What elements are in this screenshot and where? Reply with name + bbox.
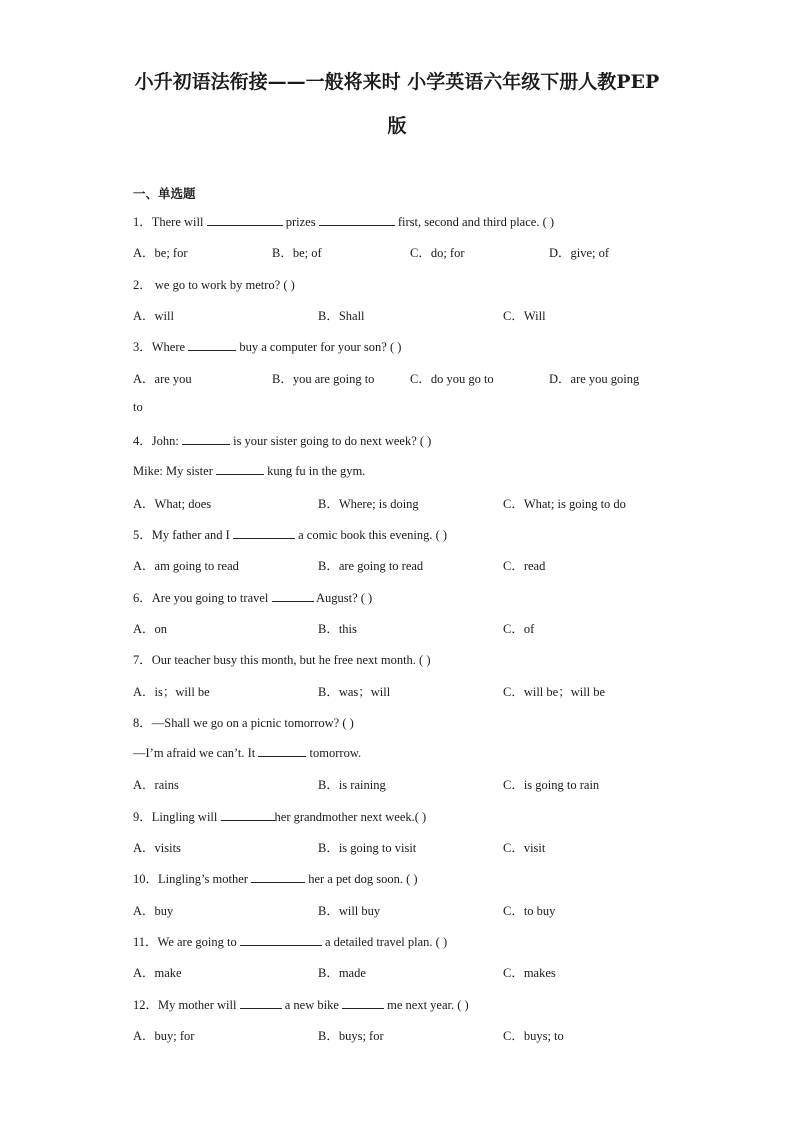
answer-blank[interactable] — [258, 744, 306, 757]
question-text: prizes — [282, 215, 319, 229]
question-stem — [133, 713, 354, 731]
question-text: Mike: My sister — [133, 464, 216, 479]
option-c[interactable]: C．What; is going to do — [503, 496, 626, 511]
option-b[interactable]: B．will buy — [318, 903, 381, 918]
option-b[interactable]: B．Shall — [318, 308, 365, 323]
option-c[interactable]: C．is going to rain — [503, 778, 600, 793]
question-text: 8．—Shall we go on a picnic tomorrow? ( ) — [133, 715, 354, 730]
option-c[interactable]: C．Will — [503, 308, 546, 323]
question-text: her grandmother next week.( ) — [274, 809, 427, 824]
page-title-line1: 小升初语法衔接——一般将来时 小学英语六年级下册人教PEP — [134, 71, 660, 93]
question-stem — [133, 212, 554, 230]
option-a[interactable]: A．buy; for — [133, 1028, 195, 1043]
question-stem — [133, 807, 426, 825]
question-text: a new bike — [281, 997, 342, 1012]
question-text: 12．My mother will — [133, 997, 240, 1012]
question-text: 2． we go to work by metro? ( ) — [133, 277, 295, 292]
answer-blank[interactable] — [240, 933, 322, 946]
option-c[interactable]: C．of — [503, 621, 535, 636]
question-text: is your sister going to do next week? ( ) — [229, 434, 432, 449]
option-b[interactable]: B．be; of — [272, 246, 322, 261]
option-b[interactable]: B．Where; is doing — [318, 496, 419, 511]
question-text: 3．Where — [133, 340, 189, 355]
question-text: tomorrow. — [306, 746, 362, 761]
option-c[interactable]: C．visit — [503, 841, 546, 855]
option-b[interactable]: B．is going to visit — [318, 841, 417, 855]
answer-blank[interactable] — [188, 338, 236, 351]
question-stem — [133, 431, 431, 449]
option-b[interactable]: B．this — [318, 621, 357, 636]
question-text: kung fu in the gym. — [263, 464, 366, 479]
question-stem — [133, 525, 447, 543]
question-stem — [133, 869, 418, 887]
answer-blank[interactable] — [272, 589, 314, 602]
option-a[interactable]: A．make — [133, 966, 182, 981]
option-d[interactable]: D．are you going — [549, 371, 640, 386]
option-a[interactable]: A．on — [133, 621, 168, 636]
answer-blank[interactable] — [233, 526, 295, 539]
question-text: 7．Our teacher busy this month, but he free next month. ( ) — [133, 653, 431, 668]
question-text: a detailed travel plan. ( ) — [321, 934, 448, 949]
option-b[interactable]: B．buys; for — [318, 1028, 384, 1043]
question-stem-continued — [133, 744, 361, 761]
option-d[interactable]: D．give; of — [549, 246, 610, 261]
question-text: a comic book this evening. ( ) — [294, 528, 448, 542]
answer-blank[interactable] — [221, 808, 275, 821]
question-text: —I’m afraid we can’t. It — [133, 746, 259, 761]
answer-blank[interactable] — [342, 996, 384, 1009]
option-wrap-text: to — [133, 399, 143, 414]
option-a[interactable]: A．am going to read — [133, 559, 239, 574]
answer-blank[interactable] — [251, 870, 305, 883]
option-b[interactable]: B．was；will — [318, 684, 391, 699]
option-a[interactable]: A．rains — [133, 778, 179, 793]
question-text: 5．My father and I — [133, 528, 233, 542]
question-text: 4．John: — [133, 434, 182, 449]
option-b[interactable]: B．you are going to — [272, 371, 375, 386]
option-c[interactable]: C．buys; to — [503, 1028, 564, 1043]
question-text: buy a computer for your son? ( ) — [236, 340, 402, 355]
option-b[interactable]: B．are going to read — [318, 559, 424, 574]
question-stem — [133, 275, 295, 293]
question-stem-continued — [133, 462, 365, 479]
option-c[interactable]: C．do you go to — [410, 371, 494, 386]
option-a[interactable]: A．visits — [133, 841, 181, 855]
answer-blank[interactable] — [319, 213, 395, 226]
question-stem — [133, 932, 447, 950]
option-b[interactable]: B．made — [318, 966, 366, 981]
answer-blank[interactable] — [182, 432, 230, 445]
option-c[interactable]: C．to buy — [503, 903, 556, 918]
option-a[interactable]: A．buy — [133, 903, 174, 918]
question-text: 1．There will — [133, 215, 207, 229]
option-b[interactable]: B．is raining — [318, 778, 386, 793]
option-a[interactable]: A．are you — [133, 371, 192, 386]
question-text: first, second and third place. ( ) — [394, 215, 555, 229]
question-text: 9．Lingling will — [133, 809, 221, 824]
option-a[interactable]: A．will — [133, 308, 174, 323]
question-stem — [133, 995, 469, 1013]
answer-blank[interactable] — [207, 213, 283, 226]
option-c[interactable]: C．read — [503, 559, 546, 574]
question-text: 11．We are going to — [133, 934, 240, 949]
page-title-line2: 版 — [387, 115, 407, 137]
question-text: August? ( ) — [313, 590, 373, 605]
question-stem — [133, 588, 372, 606]
option-a[interactable]: A．be; for — [133, 246, 188, 261]
question-text: 10．Lingling’s mother — [133, 872, 252, 887]
question-stem — [133, 650, 431, 668]
section-heading: 一、单选题 — [133, 186, 196, 201]
option-c[interactable]: C．will be；will be — [503, 684, 606, 699]
answer-blank[interactable] — [240, 996, 282, 1009]
page-title — [100, 60, 694, 148]
question-text: 6．Are you going to travel — [133, 590, 272, 605]
question-stem — [133, 337, 401, 355]
question-text: me next year. ( ) — [384, 997, 469, 1012]
option-a[interactable]: A．is；will be — [133, 684, 210, 699]
option-a[interactable]: A．What; does — [133, 496, 212, 511]
option-c[interactable]: C．makes — [503, 966, 556, 981]
question-text: her a pet dog soon. ( ) — [305, 872, 418, 887]
option-c[interactable]: C．do; for — [410, 246, 465, 261]
answer-blank[interactable] — [216, 462, 264, 475]
